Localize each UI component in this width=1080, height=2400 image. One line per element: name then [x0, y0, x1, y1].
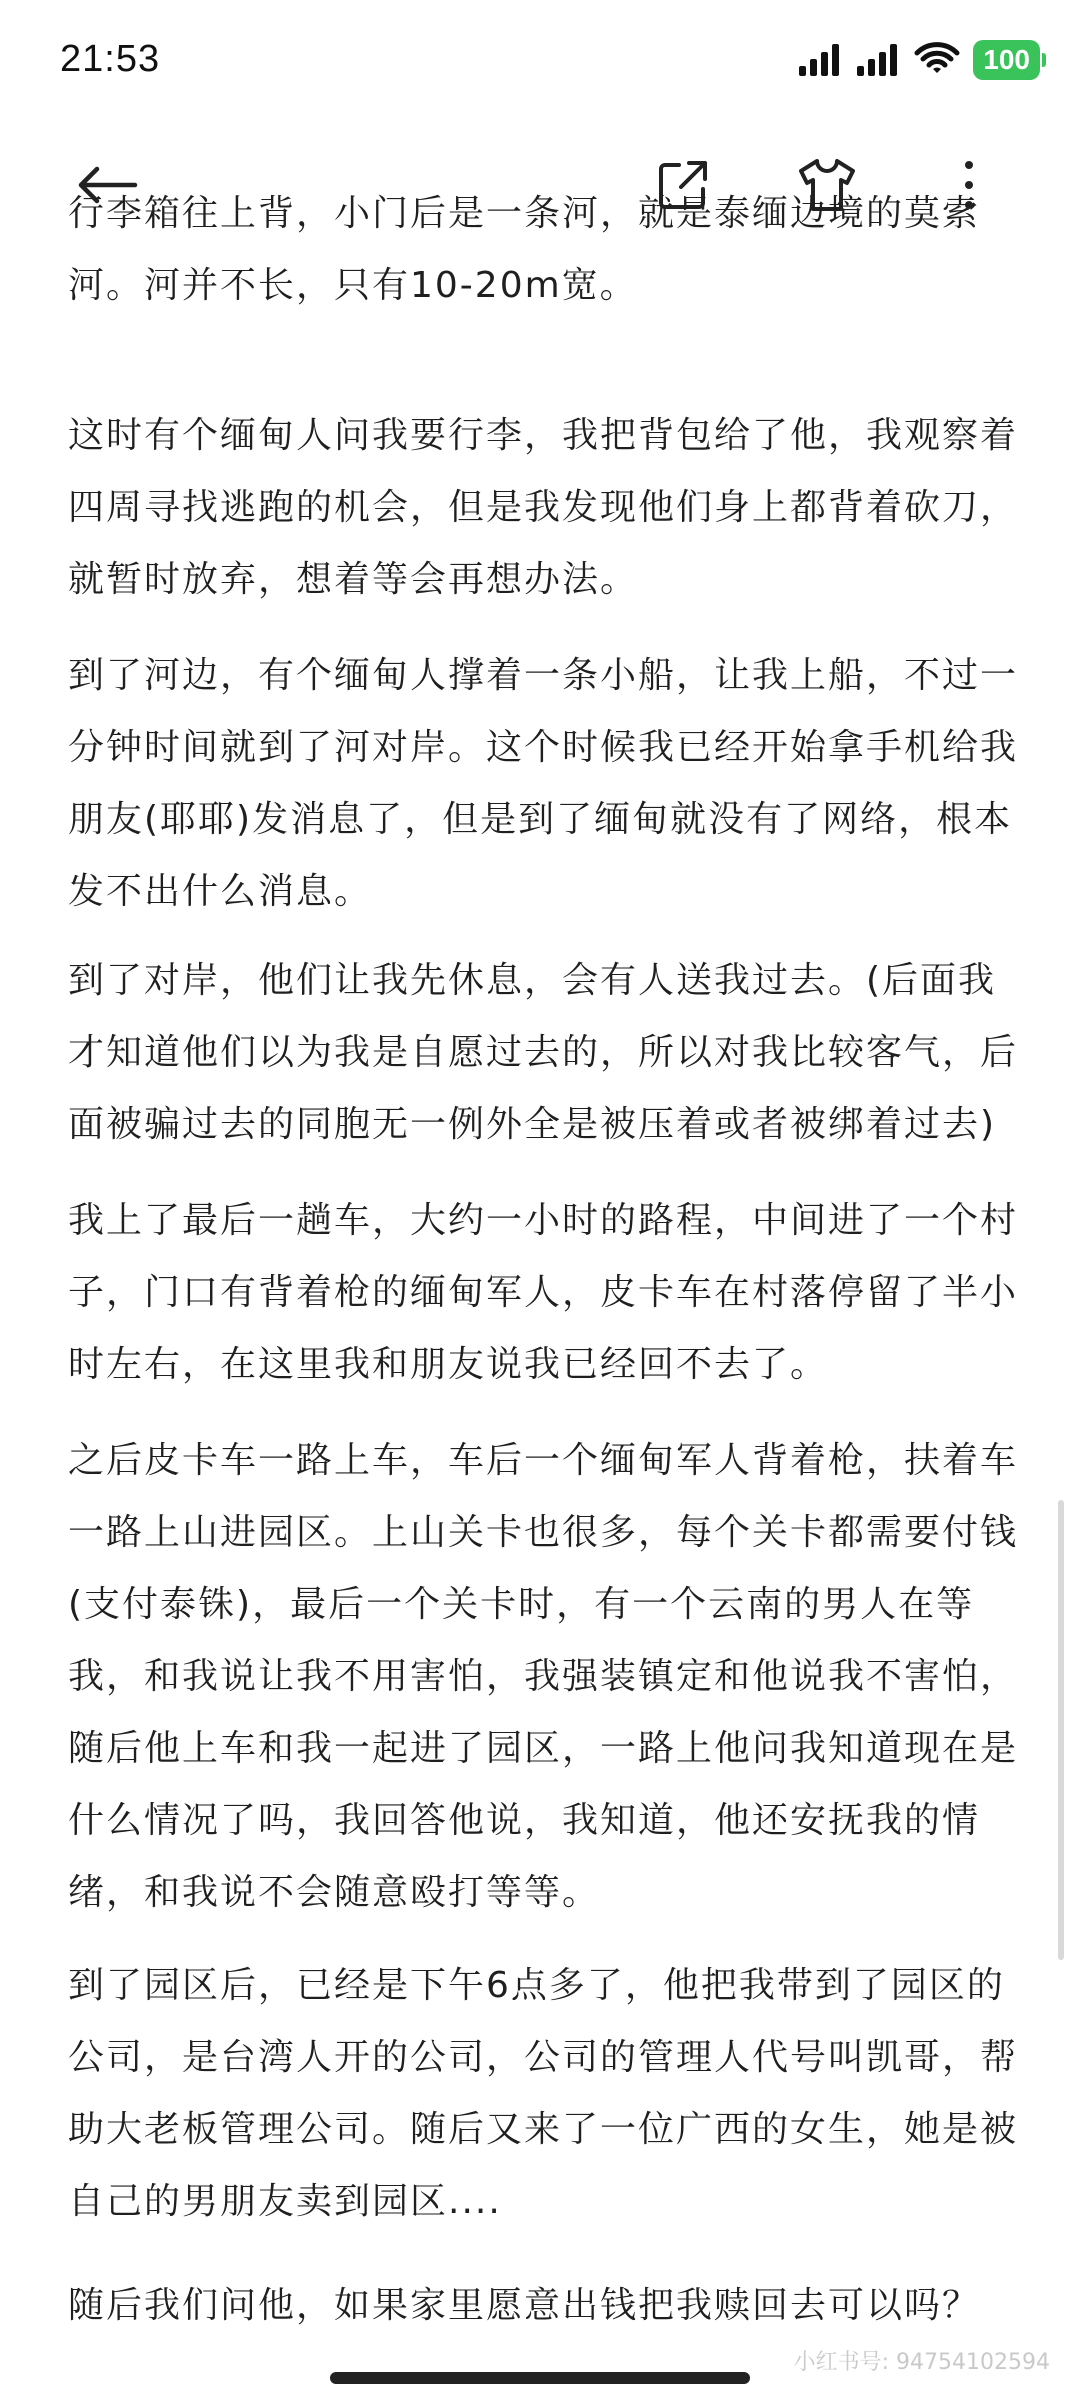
watermark: 小红书号: 94754102594: [793, 2350, 1050, 2375]
paragraph-1: 河。河并不长，只有10-20m宽。: [68, 265, 638, 306]
status-bar: [0, 0, 1080, 130]
article-body: [68, 193, 1019, 2400]
scrollbar[interactable]: [1058, 1500, 1064, 1960]
home-indicator[interactable]: [330, 2372, 750, 2384]
paragraph-4: 到了对岸，他们让我先休息，会有人送我过去。(后面我才知道他们以为我是自愿过去的，所以对我比较客气，后面被骗过去的同胞无一例外全是被压着或者被绑着过去): [68, 960, 1019, 1145]
status-icons: [799, 40, 1040, 80]
signal-icon-2: [857, 44, 901, 76]
paragraph-8: 随后我们问他，如果家里愿意出钱把我赎回去可以吗？: [68, 2285, 981, 2326]
paragraph-7: 到了园区后，已经是下午6点多了，他把我带到了园区的公司，是台湾人开的公司，公司的管理人代号叫凯哥，帮助大老板管理公司。随后又来了一位广西的女生，她是被自己的男朋友卖到园区....: [68, 1965, 1019, 2222]
paragraph-3: 到了河边，有个缅甸人撑着一条小船，让我上船，不过一分钟时间就到了河对岸。这个时候我已经开始拿手机给我朋友(耶耶)发消息了，但是到了缅甸就没有了网络，根本发不出什么消息。: [68, 655, 1019, 912]
paragraph-2: 这时有个缅甸人问我要行李，我把背包给了他，我观察着四周寻找逃跑的机会，但是我发现他们身上都背着砍刀，就暂时放弃，想着等会再想办法。: [68, 415, 1019, 600]
wifi-icon: [915, 43, 959, 77]
signal-icon: [799, 44, 843, 76]
status-time: 21:53: [60, 38, 161, 80]
paragraph-6: 之后皮卡车一路上车，车后一个缅甸军人背着枪，扶着车一路上山进园区。上山关卡也很多，每个关卡都需要付钱(支付泰铢)，最后一个关卡时，有一个云南的男人在等我，和我说让我不用害怕，我强装镇定和他说我不害怕，随后他上车和我一起进了园区，一路上他问我知道现在是什么情况了吗，我回答他说，我知道，他还安抚我的情绪，和我说不会随意殴打等等。: [68, 1440, 1019, 1913]
paragraph-5: 我上了最后一趟车，大约一小时的路程，中间进了一个村子，门口有背着枪的缅甸军人，皮卡车在村落停留了半小时左右，在这里我和朋友说我已经回不去了。: [68, 1200, 1019, 1385]
battery-indicator: 100: [973, 40, 1040, 80]
partial-text-line: 行李箱往上背，小门后是一条河，就是泰缅边境的莫索: [68, 193, 981, 234]
